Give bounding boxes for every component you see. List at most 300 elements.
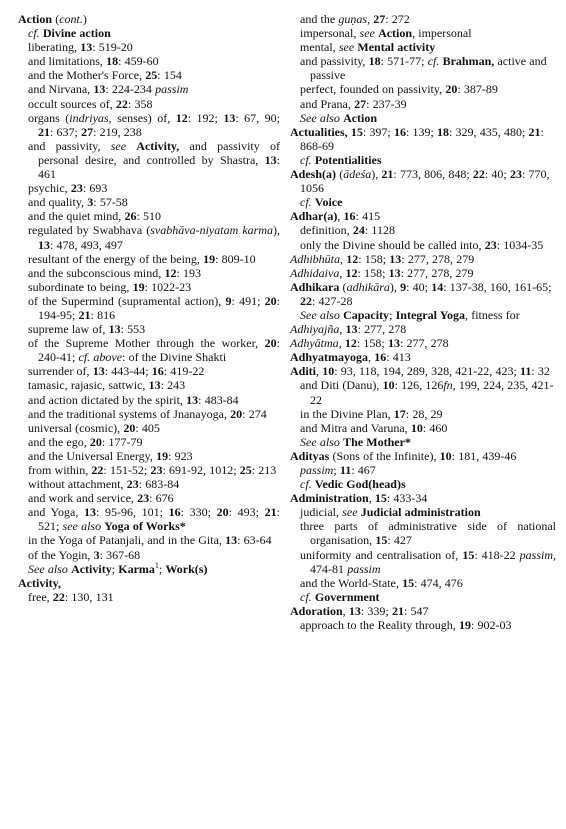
entry-text-segment: : 240-41; <box>38 336 280 365</box>
index-subentry <box>18 435 280 449</box>
entry-text-segment: See also <box>300 110 340 125</box>
entry-text-segment: : 902-03 <box>470 618 512 633</box>
entry-text-segment: 13 <box>387 336 400 351</box>
entry-text-segment: : 130, 131 <box>64 589 114 604</box>
entry-text-segment: : 40; <box>484 167 510 182</box>
entry-text-segment: cf. <box>300 195 312 210</box>
entry-text-segment: 13 <box>84 505 96 520</box>
entry-text-segment: indriyas <box>69 110 109 125</box>
entry-text-segment: : 770, 1056 <box>300 167 550 196</box>
entry-text-segment: 27 <box>373 12 386 26</box>
index-subentry <box>290 223 556 237</box>
entry-text-segment: and the subconscious mind, <box>28 265 165 280</box>
index-subentry <box>290 548 556 576</box>
entry-text-segment: : 683-84 <box>138 477 180 492</box>
entry-text-segment: : 493; <box>228 505 265 520</box>
entry-text-segment: impersonal, <box>300 26 360 41</box>
entry-text-segment: perfect, founded on passivity, <box>300 82 446 97</box>
entry-text-segment: 25 <box>145 68 158 83</box>
entry-text-segment: 10 <box>322 364 335 379</box>
entry-text-segment: Adhibhūta <box>290 251 340 266</box>
index-subentry <box>18 252 280 266</box>
entry-text-segment: 20 <box>445 82 458 97</box>
entry-text-segment: Activity <box>71 561 112 576</box>
entry-text-segment: Adoration <box>290 603 343 618</box>
entry-text-segment: passim <box>519 547 553 562</box>
entry-text-segment: 15 <box>375 533 388 548</box>
entry-text-segment: 27 <box>81 124 94 139</box>
entry-text-segment: mental, <box>300 40 339 55</box>
entry-text-segment: , <box>337 209 344 224</box>
index-subentry <box>18 139 280 181</box>
entry-text-segment: : 1128 <box>364 223 395 238</box>
entry-text-segment: 16 <box>393 124 406 139</box>
entry-text-segment: : 443-44; <box>104 364 152 379</box>
index-heading-entry <box>290 350 556 364</box>
entry-text-segment: : 553 <box>120 322 146 337</box>
index-subentry <box>290 238 556 252</box>
entry-text-segment: : 460 <box>422 420 448 435</box>
index-subentry <box>290 407 556 421</box>
entry-text-segment: passim <box>155 82 189 97</box>
entry-text-segment: : 177-79 <box>101 434 143 449</box>
entry-text-segment: : 676 <box>149 491 174 506</box>
entry-text-segment: : 491; <box>231 293 265 308</box>
entry-text-segment: : 67, 90; <box>235 110 280 125</box>
index-subentry <box>18 491 280 505</box>
entry-text-segment: 14 <box>431 279 444 294</box>
entry-text-segment: 11 <box>520 364 532 379</box>
index-subentry <box>18 266 280 280</box>
entry-text-segment: in the Divine Plan, <box>300 406 394 421</box>
entry-text-segment: 18 <box>437 124 450 139</box>
index-subentry <box>18 364 280 378</box>
entry-text-segment: : 139; <box>405 124 438 139</box>
entry-text-segment: 23 <box>126 477 139 492</box>
entry-text-segment: 19 <box>458 618 471 633</box>
entry-text-segment: ), <box>371 167 382 182</box>
entry-text-segment: , 474-81 <box>310 547 556 576</box>
entry-text-segment: and the World-State, <box>300 575 403 590</box>
entry-text-segment: 1 <box>154 560 159 570</box>
entry-text-segment: three parts of administrative side of national organisation, <box>300 519 556 548</box>
entry-text-segment: : 95-96, 101; <box>96 505 169 520</box>
entry-text-segment: : 237-39 <box>366 96 407 111</box>
entry-text-segment: Brahman, <box>442 54 495 69</box>
entry-text-segment: 19 <box>156 448 169 463</box>
index-subentry <box>290 54 556 82</box>
entry-text-segment: cf. <box>300 152 312 167</box>
entry-text-segment: 13 <box>93 82 106 97</box>
index-heading-entry <box>290 604 556 618</box>
entry-text-segment: resultant of the energy of the being, <box>28 251 204 266</box>
index-subentry <box>18 280 280 294</box>
entry-text-segment: 20 <box>264 336 277 351</box>
entry-text-segment: : 418-22 <box>474 547 520 562</box>
entry-text-segment: : 419-22 <box>163 364 205 379</box>
entry-text-segment: universal (cosmic), <box>28 420 124 435</box>
entry-text-segment: ), <box>389 279 401 294</box>
entry-text-segment: The Mother* <box>343 434 411 449</box>
entry-text-segment: definition, <box>300 223 353 238</box>
entry-text-segment: organs ( <box>28 110 70 125</box>
entry-text-segment: : 126, 126 <box>394 378 444 393</box>
entry-text-segment: 11 <box>339 463 352 477</box>
index-subentry <box>18 54 280 68</box>
entry-text-segment: Action <box>343 110 378 125</box>
entry-text-segment: 12 <box>346 251 359 266</box>
entry-text-segment: 12 <box>345 265 358 280</box>
entry-text-segment: 16 <box>151 364 164 379</box>
entry-text-segment: : 691-92, 1012; <box>162 463 240 477</box>
entry-text-segment: : 358 <box>127 96 153 111</box>
entry-text-segment: 15 <box>462 547 475 562</box>
entry-text-segment: 22 <box>472 167 485 182</box>
index-heading-entry <box>18 576 280 590</box>
entry-text-segment: occult sources of, <box>28 96 116 111</box>
entry-text-segment: : 459-60 <box>118 54 159 69</box>
entry-text-segment: : 693 <box>82 181 108 196</box>
entry-text-segment: Adhidaiva <box>290 265 340 280</box>
entry-text-segment: Adhikara <box>290 279 340 294</box>
entry-text-segment: 23 <box>70 181 83 196</box>
entry-text-segment: 21 <box>78 307 91 322</box>
index-heading-entry <box>290 167 556 195</box>
entry-text-segment: 16 <box>343 209 356 224</box>
entry-text-segment: active and passive <box>310 54 547 83</box>
entry-text-segment: 15 <box>350 124 363 139</box>
entry-text-segment: : 461 <box>38 152 280 182</box>
entry-text-segment: and passivity, <box>28 138 111 153</box>
entry-text-segment: 13 <box>92 364 105 379</box>
index-heading-entry <box>290 491 556 505</box>
entry-text-segment: subordinate to being, <box>28 279 133 294</box>
entry-text-segment: 20 <box>123 420 136 435</box>
index-subentry <box>290 421 556 435</box>
entry-text-segment: : 40; <box>406 279 432 294</box>
entry-text-segment: : 547 <box>403 603 429 618</box>
entry-text-segment: : 158; <box>358 251 390 266</box>
entry-text-segment: 13 <box>186 392 199 407</box>
entry-text-segment: , <box>338 336 345 351</box>
entry-text-segment: : 387-89 <box>457 82 498 97</box>
entry-text-segment: : 413 <box>386 350 411 365</box>
entry-text-segment: ādeśa <box>343 167 372 182</box>
index-heading-entry <box>290 364 556 378</box>
entry-text-segment: 21 <box>381 167 394 182</box>
entry-text-segment: and Nirvana, <box>28 82 94 97</box>
entry-text-segment: , fitness for <box>465 307 520 322</box>
entry-text-segment: 12 <box>344 336 357 351</box>
entry-text-segment: 19 <box>203 251 216 266</box>
entry-text-segment: and the ego, <box>28 434 90 449</box>
entry-text-segment: 20 <box>89 434 102 449</box>
entry-text-segment: ; <box>333 463 340 477</box>
entry-text-segment: : 1034-35 <box>496 237 544 252</box>
entry-text-segment: and limitations, <box>28 54 107 69</box>
entry-text-segment: 13 <box>345 322 358 337</box>
index-column-left <box>18 12 280 604</box>
entry-text-segment: and action dictated by the spirit, <box>28 392 187 407</box>
entry-text-segment: , <box>316 364 323 379</box>
entry-text-segment: and Mitra and Varuna, <box>300 420 411 435</box>
entry-text-segment: : 330; <box>180 505 217 520</box>
index-subentry <box>18 322 280 336</box>
entry-text-segment: 23 <box>509 167 522 182</box>
index-heading-entry <box>18 12 280 26</box>
entry-text-segment: 13 <box>348 603 361 618</box>
index-subentry <box>18 477 280 491</box>
entry-text-segment: and the quiet mind, <box>28 209 125 224</box>
index-subentry <box>290 477 556 491</box>
entry-text-segment: : 57-58 <box>93 195 128 210</box>
entry-text-segment: 13 <box>38 237 50 252</box>
entry-text-segment: ) <box>82 12 87 26</box>
entry-text-segment: : 329, 435, 480; <box>449 124 529 139</box>
entry-text-segment: , <box>368 491 375 506</box>
entry-text-segment: : 28, 29 <box>405 406 443 421</box>
entry-text-segment: 25 <box>239 463 252 477</box>
index-subentry <box>290 26 556 40</box>
entry-text-segment: see <box>110 138 127 153</box>
entry-text-segment: Adityas <box>290 448 330 463</box>
index-subentry <box>18 82 280 96</box>
entry-text-segment: 3 <box>87 195 94 210</box>
entry-text-segment: : 519-20 <box>92 40 133 55</box>
index-subentry <box>18 463 280 477</box>
entry-text-segment: : 151-52; <box>103 463 151 477</box>
entry-text-segment: ; <box>158 561 166 576</box>
entry-text-segment: 13 <box>108 322 121 337</box>
entry-text-segment: adhikāra <box>346 279 390 294</box>
index-subentry <box>290 308 556 322</box>
entry-text-segment: judicial, <box>300 505 343 520</box>
entry-text-segment: see <box>338 40 355 55</box>
index-subentry <box>18 548 280 562</box>
entry-text-segment: cf. above <box>78 350 123 365</box>
index-subentry <box>290 40 556 54</box>
index-subentry <box>18 181 280 195</box>
entry-text-segment: 21 <box>38 124 50 139</box>
entry-text-segment: Adesh(a) <box>290 167 337 182</box>
entry-text-segment: : 213 <box>251 463 277 477</box>
entry-text-segment: , <box>339 265 346 280</box>
entry-text-segment: : 277, 278 <box>399 336 449 351</box>
entry-text-segment: : 773, 806, 848; <box>393 167 473 182</box>
entry-text-segment: 18 <box>368 54 381 69</box>
entry-text-segment: 16 <box>168 505 181 520</box>
index-subentry <box>18 223 280 251</box>
entry-text-segment: Aditi <box>290 364 317 379</box>
entry-text-segment: cont. <box>59 12 83 26</box>
entry-text-segment: 20 <box>230 406 243 421</box>
index-subentry <box>290 435 556 449</box>
index-subentry <box>290 618 556 632</box>
entry-text-segment: See also <box>300 307 340 322</box>
entry-text-segment: see also <box>62 519 102 534</box>
entry-text-segment: Divine action <box>42 26 111 41</box>
index-subentry <box>18 449 280 463</box>
entry-text-segment: and Diti (Danu), <box>300 378 383 393</box>
entry-text-segment: Voice <box>314 195 343 210</box>
entry-text-segment: : 339; <box>360 603 392 618</box>
entry-text-segment: : 415 <box>355 209 381 224</box>
entry-text-segment: approach to the Reality through, <box>300 618 459 633</box>
entry-text-segment: 13 <box>389 251 402 266</box>
entry-text-segment: : 137-38, 160, 161-65; <box>443 279 552 294</box>
entry-text-segment: passim <box>347 561 381 576</box>
index-heading-entry <box>290 280 556 308</box>
entry-text-segment: 22 <box>52 589 65 604</box>
index-subentry <box>290 378 556 406</box>
entry-text-segment: : 272 <box>385 12 410 26</box>
entry-text-segment: Administration <box>290 491 369 506</box>
entry-text-segment: fn <box>443 378 453 393</box>
index-subentry <box>18 209 280 223</box>
entry-text-segment: and quality, <box>28 195 88 210</box>
entry-text-segment: Action <box>18 12 52 26</box>
entry-text-segment: of the Supermind (supramental action), <box>28 293 226 308</box>
entry-text-segment: See also <box>28 561 68 576</box>
entry-text-segment: , senses) of, <box>108 110 176 125</box>
index-heading-entry <box>290 322 556 336</box>
entry-text-segment: : 277, 278, 279 <box>401 251 475 266</box>
entry-text-segment <box>126 139 136 153</box>
entry-text-segment: Integral Yoga <box>395 307 466 322</box>
index-subentry <box>18 378 280 392</box>
entry-text-segment: 10 <box>410 420 423 435</box>
entry-text-segment: 13 <box>225 533 238 548</box>
entry-text-segment: : 193 <box>176 265 201 280</box>
entry-text-segment: , <box>367 12 374 26</box>
index-subentry <box>290 195 556 209</box>
entry-text-segment: Karma <box>118 561 155 576</box>
index-heading-entry <box>290 449 556 477</box>
entry-text-segment: 3 <box>93 547 100 562</box>
entry-text-segment: supreme law of, <box>28 322 109 337</box>
entry-text-segment: : 93, 118, 194, 289, 328, 421-22, 423; <box>334 364 521 379</box>
entry-text-segment: cf. <box>300 477 312 492</box>
entry-text-segment: : 158; <box>356 336 388 351</box>
entry-text-segment: Yoga of Works* <box>104 519 186 534</box>
index-subentry <box>18 336 280 364</box>
entry-text-segment: Government <box>314 589 380 604</box>
index-column-right <box>290 12 556 632</box>
index-heading-entry <box>290 125 556 153</box>
entry-text-segment: Activity, <box>18 575 61 590</box>
entry-text-segment: Actualities, <box>290 124 348 139</box>
entry-text-segment: and the Mother's Force, <box>28 68 146 83</box>
entry-text-segment: : 427 <box>387 533 412 548</box>
entry-text-segment: : 521; <box>38 505 280 534</box>
index-subentry <box>290 519 556 547</box>
entry-text-segment: in the Yoga of Patanjali, and in the Gita, <box>28 533 226 548</box>
entry-text-segment: : 427-28 <box>312 293 353 308</box>
entry-text-segment: 27 <box>354 96 367 111</box>
entry-text-segment: See also <box>300 434 340 449</box>
index-subentry <box>18 505 280 533</box>
index-subentry <box>290 111 556 125</box>
entry-text-segment: without attachment, <box>28 477 127 492</box>
entry-text-segment: : 181, 439-46 <box>451 448 517 463</box>
entry-text-segment: 10 <box>382 378 395 393</box>
entry-text-segment: : 277, 278 <box>357 322 407 337</box>
entry-text-segment: cf. <box>28 26 40 41</box>
entry-text-segment: Adhyātma <box>290 336 339 351</box>
entry-text-segment: : 397; <box>362 124 394 139</box>
entry-text-segment: ( <box>339 279 347 294</box>
entry-text-segment: passim <box>300 463 334 477</box>
entry-text-segment: see <box>342 505 358 520</box>
entry-text-segment: , <box>342 603 349 618</box>
index-heading-entry <box>290 209 556 223</box>
index-subentry <box>18 68 280 82</box>
entry-text-segment: : 405 <box>135 420 160 435</box>
entry-text-segment: , <box>339 322 346 337</box>
entry-text-segment: 15 <box>402 575 415 590</box>
entry-text-segment: and work and service, <box>28 491 138 506</box>
entry-text-segment: psychic, <box>28 181 71 196</box>
entry-text-segment: 9 <box>400 279 407 294</box>
entry-text-segment: 13 <box>80 40 93 55</box>
entry-text-segment: ), <box>273 223 281 238</box>
index-subentry <box>18 195 280 209</box>
entry-text-segment: : 194-95; <box>38 293 280 322</box>
entry-text-segment: , <box>368 350 375 365</box>
entry-text-segment: 12 <box>164 265 177 280</box>
entry-text-segment: : 158; <box>357 265 389 280</box>
entry-text-segment: 20 <box>216 505 229 520</box>
entry-text-segment: 13 <box>264 152 277 167</box>
entry-text-segment: 17 <box>393 406 406 421</box>
entry-text-segment: 10 <box>439 448 452 463</box>
entry-text-segment: : 571-77; <box>380 54 428 69</box>
entry-text-segment: and Prana, <box>300 96 355 111</box>
entry-text-segment: Mental activity <box>357 40 436 55</box>
entry-text-segment: : 63-64 <box>237 533 272 548</box>
entry-text-segment: and the <box>300 12 339 26</box>
entry-text-segment: 24 <box>352 223 365 238</box>
entry-text-segment: liberating, <box>28 40 81 55</box>
entry-text-segment: : of the Divine Shakti <box>122 350 227 365</box>
entry-text-segment: : 478, 493, 497 <box>50 237 123 252</box>
entry-text-segment: uniformity and centralisation of, <box>300 547 463 562</box>
entry-text-segment: Action <box>378 26 413 41</box>
entry-text-segment: : 809-10 <box>215 251 256 266</box>
entry-text-segment: : 923 <box>168 448 193 463</box>
entry-text-segment: : 467 <box>351 463 376 477</box>
index-subentry <box>290 590 556 604</box>
index-subentry <box>18 533 280 547</box>
entry-text-segment: and passivity of personal desire, and controlled by Shastra, <box>38 138 280 167</box>
entry-text-segment: 21 <box>264 505 277 520</box>
entry-text-segment: tamasic, rajasic, sattwic, <box>28 378 149 393</box>
entry-text-segment: : 868-69 <box>300 124 544 153</box>
entry-text-segment: 22 <box>91 463 104 477</box>
entry-text-segment: ; <box>111 561 119 576</box>
index-subentry <box>290 82 556 96</box>
entry-text-segment: Potentialities <box>314 152 382 167</box>
entry-text-segment: 16 <box>374 350 387 365</box>
entry-text-segment: 15 <box>374 491 387 506</box>
index-subentry <box>18 40 280 54</box>
entry-text-segment: : 816 <box>90 307 116 322</box>
entry-text-segment: Adhiyajña <box>290 322 340 337</box>
entry-text-segment: 21 <box>391 603 404 618</box>
index-subentry <box>18 111 280 139</box>
entry-text-segment: : 243 <box>160 378 186 393</box>
entry-text-segment: 23 <box>137 491 150 506</box>
